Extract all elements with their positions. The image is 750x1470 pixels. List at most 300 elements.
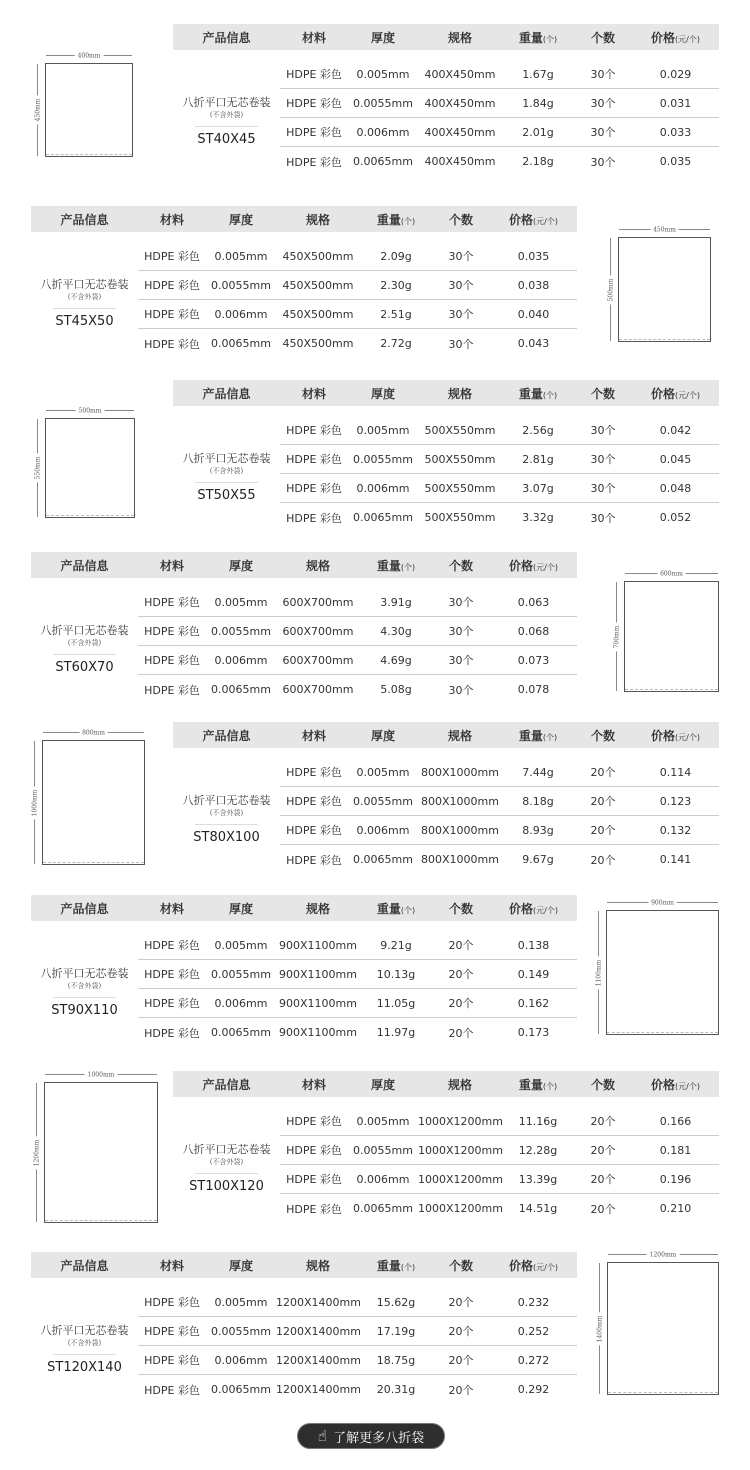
table-cell: 450X500mm (282, 249, 354, 263)
table-cell: 0.0065mm (211, 337, 271, 350)
table-row (280, 1107, 719, 1136)
table-row (280, 1136, 719, 1165)
table-cell: HDPE 彩色 (144, 1026, 200, 1040)
header-unit: (元/个) (675, 732, 700, 742)
header-cell (502, 29, 574, 46)
table-cell: HDPE 彩色 (144, 308, 200, 321)
header-cell (418, 727, 502, 744)
header-cell (490, 1257, 577, 1274)
header-label: 厚度 (370, 1077, 395, 1092)
table-cell: HDPE 彩色 (286, 68, 342, 81)
spec-table (31, 895, 577, 1055)
header-cell (502, 1076, 574, 1093)
table-cell: HDPE 彩色 (144, 1383, 200, 1397)
product-note: (不含外袋) (67, 982, 102, 990)
header-cell (632, 385, 719, 402)
table-cell: 400X450mm (424, 67, 496, 81)
header-label: 规格 (305, 1258, 330, 1273)
table-cell: 1200X1400mm (276, 1383, 361, 1396)
table-cell: 0.031 (659, 96, 692, 110)
table-cell: 450X500mm (282, 337, 354, 350)
bag-bottom-edge (43, 862, 144, 863)
width-dimension (45, 1071, 157, 1079)
header-cell (360, 211, 432, 228)
table-cell: 2.51g (380, 307, 412, 321)
header-unit: (元/个) (675, 1081, 700, 1091)
header-cell (490, 900, 577, 917)
header-label: 规格 (447, 1077, 472, 1092)
table-cell: 0.0055mm (353, 452, 413, 466)
table-row (138, 271, 577, 300)
table-cell: 20个 (448, 1354, 474, 1367)
table-cell: 20个 (590, 1173, 616, 1186)
table-cell: 0.063 (517, 595, 550, 609)
header-cell (418, 385, 502, 402)
table-row (280, 474, 719, 503)
table-header (173, 380, 719, 406)
table-row (280, 1194, 719, 1223)
bag-diagram (31, 729, 145, 865)
table-cell: 800X1000mm (421, 765, 499, 779)
header-unit: (个) (400, 905, 416, 915)
table-cell: 20个 (448, 997, 474, 1010)
table-cell: 1200X1400mm (276, 1295, 361, 1309)
table-cell: 30个 (590, 126, 616, 139)
table-cell: 1000X1200mm (418, 1143, 503, 1157)
product-name: 八折平口无芯卷装 (40, 624, 129, 637)
table-cell: 0.149 (517, 967, 550, 981)
table-header (173, 722, 719, 748)
spec-table (173, 722, 719, 882)
header-label: 产品信息 (202, 728, 251, 743)
product-info (31, 1278, 138, 1412)
header-cell (360, 557, 432, 574)
table-row (138, 675, 577, 704)
header-cell (348, 385, 418, 402)
table-cell: HDPE 彩色 (286, 511, 342, 525)
table-cell: 0.073 (517, 653, 550, 667)
height-label: 1000mm (32, 786, 39, 819)
bag-diagram (34, 52, 133, 157)
table-row (138, 1288, 577, 1317)
height-dimension (613, 582, 621, 691)
table-cell: 14.51g (518, 1202, 558, 1215)
divider (53, 997, 116, 998)
divider (195, 482, 258, 483)
table-cell: 0.005mm (214, 595, 268, 609)
bag-bottom-edge (625, 689, 718, 690)
table-header (173, 24, 719, 50)
table-cell: 600X700mm (282, 624, 354, 638)
header-label: 产品信息 (202, 30, 251, 45)
product-note: (不含外袋) (67, 1339, 102, 1347)
table-header (31, 895, 577, 921)
table-cell: 600X700mm (282, 595, 354, 609)
header-cell (280, 1076, 348, 1093)
header-label: 材料 (159, 558, 184, 573)
header-label: 材料 (301, 1077, 326, 1092)
header-label: 重量 (376, 901, 401, 916)
table-cell: 12.28g (518, 1143, 558, 1157)
bag-bottom-edge (46, 515, 134, 516)
table-cell: 0.035 (659, 155, 692, 168)
table-cell: 0.196 (659, 1172, 692, 1186)
header-cell (360, 900, 432, 917)
table-cell: 0.005mm (214, 249, 268, 263)
table-cell: 0.006mm (214, 307, 268, 321)
table-cell: 20个 (590, 1202, 616, 1216)
table-cell: 20.31g (376, 1383, 416, 1396)
header-cell (490, 557, 577, 574)
spec-table (173, 1071, 719, 1231)
table-cell: 0.141 (659, 853, 692, 866)
table-cell: 17.19g (376, 1324, 416, 1338)
table-cell: 0.123 (659, 794, 692, 808)
table-row (138, 1018, 577, 1047)
header-label: 产品信息 (202, 386, 251, 401)
table-cell: 9.21g (380, 938, 412, 952)
height-label: 550mm (35, 454, 42, 483)
height-label: 1200mm (34, 1136, 41, 1169)
table-cell: 600X700mm (282, 653, 354, 667)
header-cell (173, 29, 280, 46)
table-cell: HDPE 彩色 (286, 126, 342, 139)
product-info (173, 406, 280, 540)
header-unit: (元/个) (533, 562, 558, 572)
table-cell: HDPE 彩色 (286, 1144, 342, 1157)
table-cell: 15.62g (376, 1295, 416, 1309)
product-code: ST45X50 (55, 314, 114, 329)
table-row (280, 60, 719, 89)
table-cell: 30个 (590, 155, 616, 169)
table-cell: 800X1000mm (421, 823, 499, 837)
header-cell (31, 557, 138, 574)
product-info (31, 921, 138, 1055)
table-cell: 18.75g (376, 1353, 416, 1367)
table-cell: 11.16g (518, 1114, 558, 1128)
table-cell: 800X1000mm (421, 853, 499, 866)
header-cell (138, 1257, 206, 1274)
product-code: ST90X110 (51, 1003, 118, 1018)
header-cell (574, 385, 632, 402)
header-label: 产品信息 (60, 212, 109, 227)
learn-more-label: 了解更多八折袋 (333, 1430, 425, 1446)
table-cell: 0.068 (517, 624, 550, 638)
product-name: 八折平口无芯卷装 (182, 794, 271, 807)
table-cell: 0.0065mm (211, 1383, 271, 1396)
table-cell: 0.232 (517, 1295, 550, 1309)
table-cell: 0.166 (659, 1114, 692, 1128)
header-cell (138, 557, 206, 574)
header-cell (173, 727, 280, 744)
table-cell: 0.114 (659, 765, 692, 779)
header-label: 价格 (509, 558, 534, 573)
table-row (280, 758, 719, 787)
header-unit: (个) (542, 1081, 558, 1091)
header-cell (432, 211, 490, 228)
table-cell: 30个 (590, 453, 616, 466)
header-label: 材料 (301, 30, 326, 45)
table-cell: 0.078 (517, 683, 550, 696)
product-code: ST80X100 (193, 830, 260, 845)
header-label: 个数 (590, 386, 615, 401)
table-row (138, 931, 577, 960)
header-cell (31, 900, 138, 917)
header-label: 价格 (509, 212, 534, 227)
table-cell: HDPE 彩色 (144, 997, 200, 1010)
header-label: 重量 (518, 1077, 543, 1092)
product-note: (不含外袋) (209, 111, 244, 119)
table-cell: 2.09g (380, 249, 412, 263)
header-unit: (元/个) (533, 905, 558, 915)
header-unit: (个) (542, 390, 558, 400)
product-note: (不含外袋) (209, 809, 244, 817)
table-cell: 20个 (448, 1296, 474, 1309)
table-cell: 1200X1400mm (276, 1324, 361, 1338)
spec-table (31, 1252, 577, 1412)
table-cell: 0.181 (659, 1143, 692, 1157)
table-cell: 500X550mm (424, 481, 496, 495)
width-label: 900mm (648, 900, 677, 907)
product-code: ST120X140 (47, 1360, 122, 1375)
table-cell: HDPE 彩色 (144, 683, 200, 697)
header-cell (31, 211, 138, 228)
table-cell: 20个 (590, 824, 616, 837)
divider (53, 1354, 116, 1355)
header-cell (490, 211, 577, 228)
table-cell: 20个 (590, 1144, 616, 1157)
height-dimension (607, 238, 615, 341)
table-row (138, 242, 577, 271)
header-cell (138, 211, 206, 228)
table-header (31, 1252, 577, 1278)
bag-bottom-edge (46, 154, 132, 155)
product-info (173, 748, 280, 882)
table-row (138, 300, 577, 329)
height-dimension (34, 64, 42, 156)
table-cell: HDPE 彩色 (286, 766, 342, 779)
width-label: 500mm (76, 408, 105, 415)
header-cell (502, 727, 574, 744)
table-cell: 0.0065mm (353, 155, 413, 168)
table-cell: HDPE 彩色 (286, 1202, 342, 1216)
product-info (31, 578, 138, 712)
header-label: 产品信息 (202, 1077, 251, 1092)
width-label: 800mm (79, 730, 108, 737)
header-label: 个数 (448, 901, 473, 916)
table-row (138, 989, 577, 1018)
header-cell (276, 557, 360, 574)
width-dimension (43, 729, 144, 737)
table-cell: 0.0055mm (211, 1324, 271, 1338)
header-label: 价格 (651, 728, 676, 743)
table-cell: 0.006mm (356, 823, 410, 837)
header-cell (360, 1257, 432, 1274)
header-label: 重量 (518, 386, 543, 401)
header-label: 材料 (159, 212, 184, 227)
table-cell: 20个 (448, 1383, 474, 1397)
table-cell: 2.30g (380, 278, 412, 292)
table-row (280, 118, 719, 147)
height-dimension (595, 911, 603, 1034)
table-cell: 20个 (448, 968, 474, 981)
header-label: 个数 (590, 1077, 615, 1092)
table-row (280, 787, 719, 816)
table-cell: HDPE 彩色 (144, 1325, 200, 1338)
table-cell: 20个 (448, 1026, 474, 1040)
table-cell: 7.44g (522, 765, 554, 779)
table-cell: 30个 (448, 654, 474, 667)
header-label: 材料 (159, 901, 184, 916)
table-cell: 0.0055mm (353, 794, 413, 808)
header-label: 厚度 (370, 30, 395, 45)
table-cell: 900X1100mm (279, 967, 357, 981)
table-cell: 0.0065mm (353, 1202, 413, 1215)
product-note: (不含外袋) (67, 293, 102, 301)
learn-more-button[interactable] (297, 1423, 445, 1449)
height-label: 1100mm (596, 956, 603, 989)
table-row (138, 1346, 577, 1375)
table-cell: 1000X1200mm (418, 1172, 503, 1186)
header-cell (31, 1257, 138, 1274)
table-cell: HDPE 彩色 (286, 1173, 342, 1186)
table-cell: 30个 (448, 596, 474, 609)
table-cell: 0.042 (659, 423, 692, 437)
table-cell: 1000X1200mm (418, 1202, 503, 1215)
header-unit: (个) (542, 34, 558, 44)
header-cell (206, 211, 276, 228)
table-cell: 0.0055mm (211, 278, 271, 292)
table-row (280, 845, 719, 874)
width-dimension (46, 52, 132, 60)
header-cell (173, 385, 280, 402)
bag-bottom-edge (607, 1032, 718, 1033)
bag-diagram (595, 899, 719, 1035)
table-row (138, 329, 577, 358)
product-info (173, 1097, 280, 1231)
table-cell: HDPE 彩色 (144, 625, 200, 638)
width-label: 400mm (75, 53, 104, 60)
table-cell: 30个 (590, 97, 616, 110)
table-cell: 0.292 (517, 1383, 550, 1396)
table-cell: 0.0055mm (211, 624, 271, 638)
header-unit: (元/个) (675, 34, 700, 44)
table-cell: 0.035 (517, 249, 550, 263)
table-cell: 900X1100mm (279, 996, 357, 1010)
header-cell (348, 29, 418, 46)
table-cell: 0.006mm (356, 481, 410, 495)
table-cell: 20个 (590, 1115, 616, 1128)
table-cell: 10.13g (376, 967, 416, 981)
header-label: 产品信息 (60, 1258, 109, 1273)
table-cell: 0.173 (517, 1026, 550, 1039)
product-note: (不含外袋) (209, 467, 244, 475)
table-row (138, 1317, 577, 1346)
table-cell: 0.005mm (356, 423, 410, 437)
table-cell: HDPE 彩色 (286, 1115, 342, 1128)
hand-pointer-icon: ☝ (317, 1427, 328, 1445)
divider (53, 654, 116, 655)
table-cell: HDPE 彩色 (144, 1354, 200, 1367)
table-cell: 30个 (590, 482, 616, 495)
product-code: ST60X70 (55, 660, 114, 675)
table-cell: 5.08g (380, 683, 412, 696)
header-label: 价格 (651, 30, 676, 45)
table-cell: 20个 (448, 1325, 474, 1338)
header-unit: (个) (542, 732, 558, 742)
header-label: 厚度 (228, 558, 253, 573)
header-label: 厚度 (228, 1258, 253, 1273)
table-row (280, 445, 719, 474)
header-unit: (个) (400, 562, 416, 572)
product-info (31, 232, 138, 366)
header-cell (280, 385, 348, 402)
width-dimension (608, 1251, 718, 1259)
header-label: 产品信息 (60, 901, 109, 916)
product-code: ST40X45 (197, 132, 256, 147)
table-cell: 450X500mm (282, 307, 354, 321)
header-label: 规格 (447, 386, 472, 401)
header-label: 规格 (305, 212, 330, 227)
table-cell: 900X1100mm (279, 938, 357, 952)
table-cell: 0.0055mm (353, 1143, 413, 1157)
table-cell: 1.84g (522, 96, 554, 110)
table-cell: 8.18g (522, 794, 554, 808)
table-cell: 0.029 (659, 67, 692, 81)
header-cell (206, 557, 276, 574)
header-label: 规格 (447, 30, 472, 45)
table-cell: 0.162 (517, 996, 550, 1010)
header-label: 规格 (305, 901, 330, 916)
header-label: 材料 (301, 728, 326, 743)
divider (53, 308, 116, 309)
table-cell: 0.005mm (356, 67, 410, 81)
table-cell: HDPE 彩色 (286, 824, 342, 837)
width-label: 450mm (650, 227, 679, 234)
bag-diagram (33, 1071, 158, 1223)
table-cell: 1.67g (522, 67, 554, 81)
product-name: 八折平口无芯卷装 (182, 1143, 271, 1156)
table-cell: 0.138 (517, 938, 550, 952)
width-dimension (607, 899, 718, 907)
table-cell: 800X1000mm (421, 794, 499, 808)
table-cell: 4.69g (380, 653, 412, 667)
product-code: ST50X55 (197, 488, 256, 503)
table-cell: HDPE 彩色 (286, 97, 342, 110)
height-dimension (596, 1263, 604, 1394)
height-label: 500mm (608, 275, 615, 304)
height-label: 1400mm (597, 1312, 604, 1345)
table-row (280, 147, 719, 176)
table-cell: HDPE 彩色 (286, 155, 342, 169)
bag-diagram (34, 407, 135, 518)
header-cell (418, 1076, 502, 1093)
header-cell (348, 727, 418, 744)
table-header (173, 1071, 719, 1097)
header-label: 重量 (376, 212, 401, 227)
table-row (138, 960, 577, 989)
table-cell: 500X550mm (424, 452, 496, 466)
table-cell: 3.32g (522, 511, 554, 524)
table-cell: HDPE 彩色 (144, 1296, 200, 1309)
divider (195, 1173, 258, 1174)
table-cell: 0.005mm (356, 765, 410, 779)
table-cell: HDPE 彩色 (144, 596, 200, 609)
header-cell (418, 29, 502, 46)
width-label: 1000mm (85, 1072, 118, 1079)
table-cell: HDPE 彩色 (144, 939, 200, 952)
width-dimension (625, 570, 718, 578)
